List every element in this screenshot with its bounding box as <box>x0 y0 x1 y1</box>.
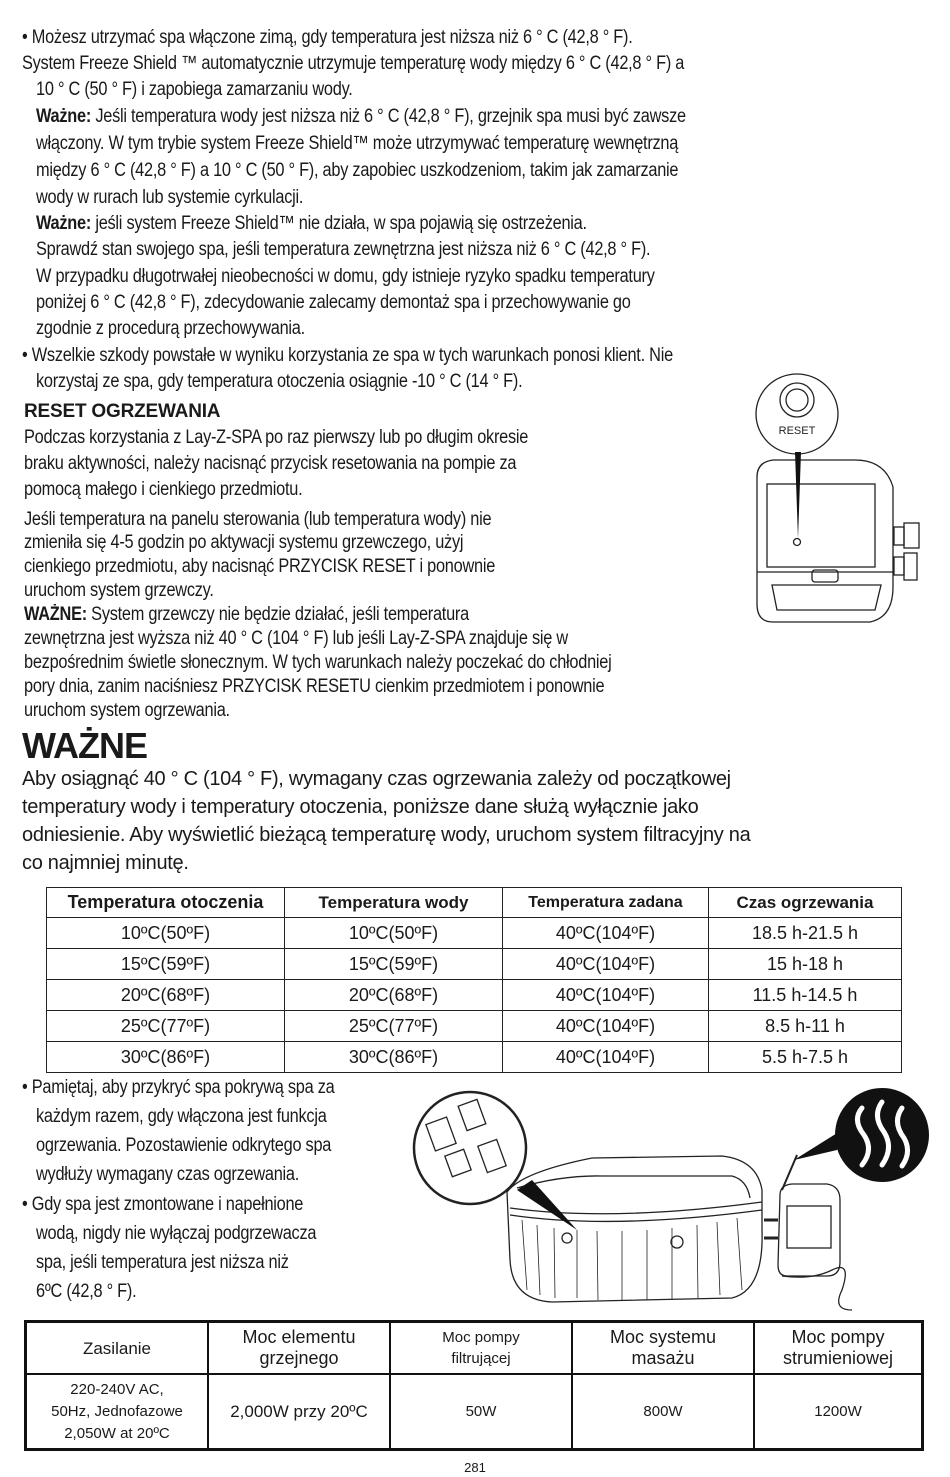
reset-para2-line: uruchom system grzewczy. <box>24 580 214 601</box>
header-ambient-temp: Temperatura otoczenia <box>47 888 285 918</box>
damage-line: korzystaj ze spa, gdy temperatura otoczenia osiągnie -10 ° C (14 ° F). <box>36 371 523 392</box>
cell-water: 20ºC(68ºF) <box>285 980 503 1011</box>
cell-text: 2,050W at 20ºC <box>64 1424 170 1442</box>
cell-massage-power: 800W <box>572 1374 754 1450</box>
note-line: poniżej 6 ° C (42,8 ° F), zdecydowanie zalecamy demontaż spa i przechowywanie go <box>36 292 631 313</box>
reset-important-line: bezpośrednim świetle słonecznym. W tych warunkach należy poczekać do chłodniej <box>24 652 612 673</box>
cell-water: 30ºC(86ºF) <box>285 1042 503 1073</box>
header-power-supply <box>26 1322 209 1375</box>
important-label: WAŻNE: <box>24 604 87 625</box>
header-text: Moc systemu <box>609 1327 717 1347</box>
spa-pump-panel <box>787 1206 831 1248</box>
cell-time: 11.5 h-14.5 h <box>709 980 902 1011</box>
buckle-icon <box>426 1117 456 1151</box>
reset-para1-line: pomocą małego i cienkiego przedmiotu. <box>24 479 303 500</box>
header-filter-pump-power <box>390 1322 572 1375</box>
note-text: jeśli system Freeze Shield™ nie działa, w spa pojawią się ostrzeżenia. <box>91 213 587 234</box>
note-line: Sprawdź stan swojego spa, jeśli temperatura zewnętrzna jest niższa niż 6 ° C (42,8 ° F). <box>36 239 651 260</box>
note-line: wody w rurach lub systemie cyrkulacji. <box>36 187 304 208</box>
header-text: Moc pompy <box>442 1329 520 1346</box>
header-text: filtrującej <box>451 1350 511 1367</box>
table-row <box>47 980 902 1011</box>
reset-para1-line: braku aktywności, należy nacisnąć przycisk resetowania na pompie za <box>24 453 517 474</box>
header-heating-time: Czas ogrzewania <box>709 888 902 918</box>
cell-water: 10ºC(50ºF) <box>285 918 503 949</box>
tip-line: 6ºC (42,8 ° F). <box>36 1281 137 1302</box>
buckle-icon <box>445 1149 471 1177</box>
note-text: Jeśli temperatura wody jest niższa niż 6 ° C (42,8 ° F), grzejnik spa musi być zawsze <box>91 106 686 127</box>
important-label: Ważne: <box>36 213 92 234</box>
spa-illustration <box>412 1080 942 1312</box>
cell-filter-pump-power: 50W <box>390 1374 572 1450</box>
cell-time: 8.5 h-11 h <box>709 1011 902 1042</box>
header-target-temp: Temperatura zadana <box>503 888 709 918</box>
spa-valve-icon <box>562 1233 572 1243</box>
cell-power-supply <box>26 1374 209 1450</box>
reset-button-inner-icon <box>786 389 808 411</box>
tip-line: wydłuży wymagany czas ogrzewania. <box>36 1164 300 1185</box>
cell-target: 40ºC(104ºF) <box>503 918 709 949</box>
cell-time: 18.5 h-21.5 h <box>709 918 902 949</box>
table-row <box>47 949 902 980</box>
cell-ambient: 25ºC(77ºF) <box>47 1011 285 1042</box>
page-number: 281 <box>464 1460 486 1475</box>
important-note-2 <box>36 213 587 235</box>
header-jet-pump-power <box>754 1322 923 1375</box>
tip-line: spa, jeśli temperatura jest niższa niż <box>36 1252 289 1273</box>
buckle-icon <box>478 1139 506 1172</box>
reset-important-line: uruchom system ogrzewania. <box>24 700 230 721</box>
header-text: grzejnego <box>259 1348 339 1368</box>
cell-ambient: 15ºC(59ºF) <box>47 949 285 980</box>
buckle-callout-circle <box>414 1092 526 1204</box>
callout-pointer <box>517 1180 577 1230</box>
table-row <box>26 1374 923 1450</box>
winter-line: 10 ° C (50 ° F) i zapobiega zamarzaniu wody. <box>36 79 353 100</box>
cell-target: 40ºC(104ºF) <box>503 980 709 1011</box>
reset-button-outer-icon <box>780 383 814 417</box>
important-line: odniesienie. Aby wyświetlić bieżącą temperaturę wody, uruchom system filtracyjny na <box>22 824 751 846</box>
cell-target: 40ºC(104ºF) <box>503 949 709 980</box>
pump-panel <box>767 484 875 567</box>
tip-line: każdym razem, gdy włączona jest funkcja <box>36 1106 327 1127</box>
cell-water: 15ºC(59ºF) <box>285 949 503 980</box>
header-text: Moc elementu <box>242 1327 356 1347</box>
reset-title: RESET OGRZEWANIA <box>24 401 221 422</box>
tip-line: ogrzewania. Pozostawienie odkrytego spa <box>36 1135 332 1156</box>
cell-target: 40ºC(104ºF) <box>503 1011 709 1042</box>
cell-jet-pump-power: 1200W <box>754 1374 923 1450</box>
note-line: zgodnie z procedurą przechowywania. <box>36 318 305 339</box>
buckle-icon <box>458 1099 486 1130</box>
header-text: masażu <box>631 1348 695 1368</box>
important-note-1 <box>36 106 686 128</box>
winter-line: • Możesz utrzymać spa włączone zimą, gdy temperatura jest niższa niż 6 ° C (42,8 ° F). <box>22 27 633 48</box>
reset-hole <box>794 539 801 546</box>
cell-ambient: 20ºC(68ºF) <box>47 980 285 1011</box>
header-text: strumieniowej <box>782 1348 894 1368</box>
cell-time: 5.5 h-7.5 h <box>709 1042 902 1073</box>
cell-water: 25ºC(77ºF) <box>285 1011 503 1042</box>
tip-line: wodą, nigdy nie wyłączaj podgrzewacza <box>36 1223 317 1244</box>
table-row <box>47 1042 902 1073</box>
note-line: W przypadku długotrwałej nieobecności w domu, gdy istnieje ryzyko spadku temperatury <box>36 266 655 287</box>
reset-para1-line: Podczas korzystania z Lay-Z-SPA po raz pierwszy lub po długim okresie <box>24 427 529 448</box>
note-line: włączony. W tym trybie system Freeze Shield™ może utrzymywać temperaturę wewnętrzną <box>36 133 679 154</box>
callout-pointer <box>794 1130 842 1160</box>
callout-pointer <box>795 452 801 539</box>
reset-para2-line: zmieniła się 4-5 godzin po aktywacji systemu grzewczego, użyj <box>24 532 464 553</box>
reset-para2-line: cienkiego przedmiotu, aby nacisnąć PRZYCISK RESET i ponownie <box>24 556 496 577</box>
cell-ambient: 10ºC(50ºF) <box>47 918 285 949</box>
important-label: Ważne: <box>36 106 92 127</box>
spa-valve-icon <box>671 1236 683 1248</box>
cell-ambient: 30ºC(86ºF) <box>47 1042 285 1073</box>
header-heater-power <box>208 1322 390 1375</box>
note-text: System grzewczy nie będzie działać, jeśli temperatura <box>86 604 469 625</box>
important-line: Aby osiągnąć 40 ° C (104 ° F), wymagany czas ogrzewania zależy od początkowej <box>22 768 731 790</box>
header-massage-power <box>572 1322 754 1375</box>
reset-callout-bubble <box>756 374 838 454</box>
important-line: temperatury wody i temperatury otoczenia, poniższe dane służą wyłącznie jako <box>22 796 699 818</box>
important-title: WAŻNE <box>22 725 147 766</box>
reset-important <box>24 604 469 626</box>
reset-important-line: zewnętrzna jest wyższa niż 40 ° C (104 ° F) lub jeśli Lay-Z-SPA znajduje się w <box>24 628 568 649</box>
winter-line: System Freeze Shield ™ automatycznie utrzymuje temperaturę wody między 6 ° C (42,8 ° F) a <box>22 53 685 74</box>
heating-time-table <box>46 887 902 1073</box>
header-water-temp: Temperatura wody <box>285 888 503 918</box>
reset-important-line: pory dnia, zanim naciśniesz PRZYCISK RESETU cienkim przedmiotem i ponownie <box>24 676 605 697</box>
table-row <box>47 918 902 949</box>
header-text: Moc pompy <box>791 1327 885 1347</box>
cell-target: 40ºC(104ºF) <box>503 1042 709 1073</box>
header-text: Zasilanie <box>82 1338 152 1358</box>
cell-text: 50Hz, Jednofazowe <box>51 1402 183 1420</box>
note-line: między 6 ° C (42,8 ° F) a 10 ° C (50 ° F), aby zapobiec uszkodzeniom, takim jak zamarzanie <box>36 160 679 181</box>
important-line: co najmniej minutę. <box>22 852 189 874</box>
pump-reset-illustration <box>745 372 945 630</box>
reset-para2-line: Jeśli temperatura na panelu sterowania (lub temperatura wody) nie <box>24 509 492 530</box>
cell-heater-power: 2,000W przy 20ºC <box>208 1374 390 1450</box>
tip-line: • Pamiętaj, aby przykryć spa pokrywą spa za <box>22 1077 335 1098</box>
damage-line: • Wszelkie szkody powstałe w wyniku korzystania ze spa w tych warunkach ponosi klient. Nie <box>22 345 673 366</box>
table-header-row <box>26 1322 923 1375</box>
cell-text: 220-240V AC, <box>70 1380 164 1398</box>
power-spec-table <box>24 1320 924 1451</box>
spa-tub-body <box>507 1156 762 1302</box>
reset-illustration-label: RESET <box>778 425 816 437</box>
table-row <box>47 1011 902 1042</box>
tip-line: • Gdy spa jest zmontowane i napełnione <box>22 1194 304 1215</box>
table-header-row <box>47 888 902 918</box>
cell-time: 15 h-18 h <box>709 949 902 980</box>
